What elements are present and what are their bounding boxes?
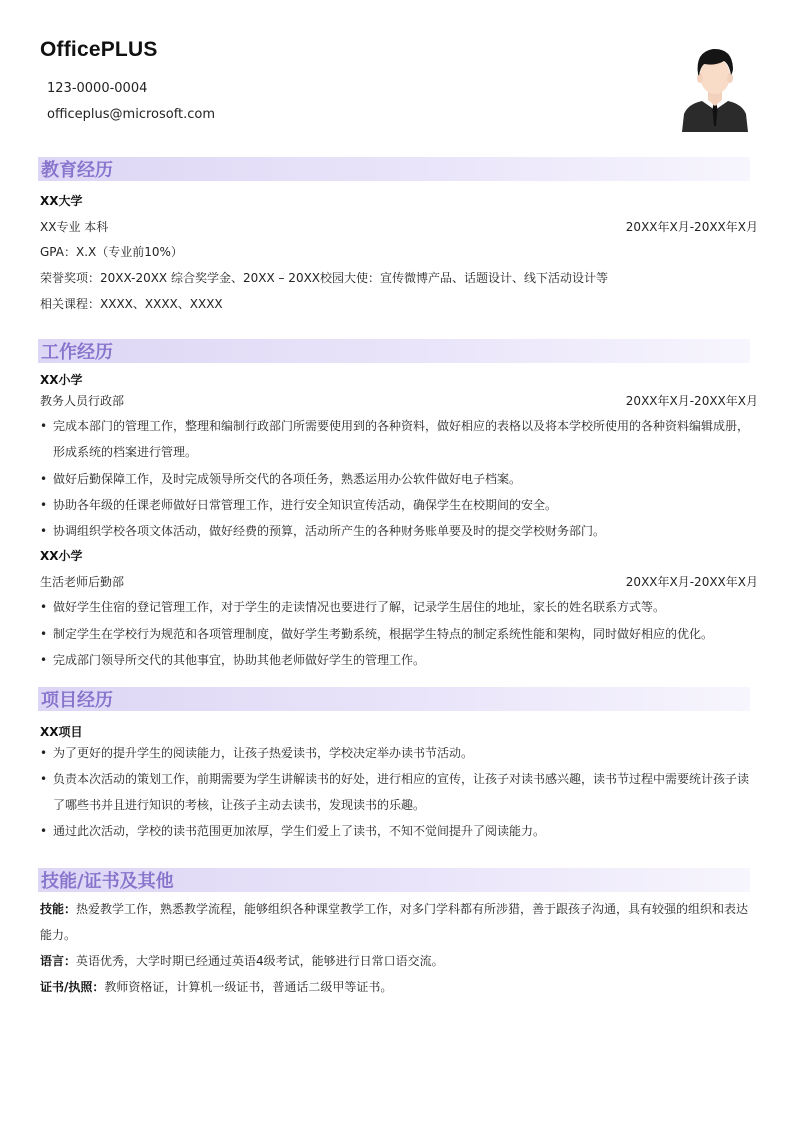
education-honors: 荣誉奖项：20XX-20XX 综合奖学金、20XX – 20XX校园大使：宣传微博产品、话题设计、线下活动设计等 [40,271,609,285]
education-school: XX大学 [40,194,83,208]
education-section-header [38,157,750,181]
language-label: 语言： [40,954,77,968]
project-name: XX项目 [40,725,83,739]
job-org: XX小学 [40,549,83,563]
language-item [40,948,758,974]
project-bullet-text: 为了更好的提升学生的阅读能力，让孩子热爱读书，学校决定举办读书节活动。 [53,746,474,760]
job-date: 20XX年X月-20XX年X月 [625,575,758,589]
projects-section-header [38,687,750,711]
job-bullet-text: 完成本部门的管理工作，整理和编制行政部门所需要使用到的各种资料，做好相应的表格以及将本学校所使用的各种资料编辑成册，形成系统的档案进行管理。 [53,419,750,459]
certificate-item [40,974,758,1000]
job-date: 20XX年X月-20XX年X月 [625,394,758,408]
skills-label: 技能： [40,902,77,916]
education-courses: 相关课程：XXXX、XXXX、XXXX [40,297,223,311]
phone-number: 123-0000-0004 [47,81,148,96]
job-org: XX小学 [40,373,83,387]
job-bullet: • 做好学生住宿的登记管理工作，对于学生的走读情况也要进行了解，记录学生居住的地址，家长的姓名联系方式等。 [40,594,758,620]
project-bullet: • 负责本次活动的策划工作，前期需要为学生讲解读书的好处，进行相应的宣传，让孩子对读书感兴趣，读书节过程中需要统计孩子读了哪些书并且进行知识的考核，让孩子主动去读书，发现读书的乐趣。 [40,766,758,818]
job-bullet-text: 完成部门领导所交代的其他事宜，协助其他老师做好学生的管理工作。 [53,653,426,667]
skills-item [40,896,758,948]
work-title: 工作经历 [41,342,113,363]
job-role: 生活老师后勤部 [40,575,125,589]
education-title: 教育经历 [41,160,113,181]
language-text: 英语优秀，大学时期已经通过英语4级考试，能够进行日常口语交流。 [76,954,444,968]
projects-title: 项目经历 [41,690,113,711]
email-address: officeplus@microsoft.com [47,107,216,122]
skills-text: 热爱教学工作，熟悉教学流程，能够组织各种课堂教学工作，对多门学科都有所涉猎，善于跟孩子沟通，具有较强的组织和表达能力。 [40,902,749,942]
job-bullet: • 协助各年级的任课老师做好日常管理工作，进行安全知识宣传活动，确保学生在校期间的安全。 [40,492,758,518]
education-gpa: GPA：X.X（专业前10%） [40,245,183,259]
job-bullet: • 完成本部门的管理工作，整理和编制行政部门所需要使用到的各种资料，做好相应的表格以及将本学校所使用的各种资料编辑成册，形成系统的档案进行管理。 [40,413,758,465]
job-bullet: • 做好后勤保障工作，及时完成领导所交代的各项任务，熟悉运用办公软件做好电子档案。 [40,466,758,492]
project-bullet-text: 负责本次活动的策划工作，前期需要为学生讲解读书的好处，进行相应的宣传，让孩子对读书感兴趣，读书节过程中需要统计孩子读了哪些书并且进行知识的考核，让孩子主动去读书，发现读书的乐趣。 [53,772,750,812]
job-bullet-text: 协调组织学校各项文体活动，做好经费的预算，活动所产生的各种财务账单要及时的提交学校财务部门。 [53,524,606,538]
job-bullet: • 协调组织学校各项文体活动，做好经费的预算，活动所产生的各种财务账单要及时的提交学校财务部门。 [40,518,758,544]
job-bullet: • 完成部门领导所交代的其他事宜，协助其他老师做好学生的管理工作。 [40,647,758,673]
certificate-text: 教师资格证，计算机一级证书，普通话二级甲等证书。 [104,980,393,994]
job-role: 教务人员行政部 [40,394,125,408]
education-major: XX专业 本科 [40,220,109,234]
candidate-name: OfficePLUS [40,38,158,61]
education-date: 20XX年X月-20XX年X月 [625,220,758,234]
project-bullet: • 为了更好的提升学生的阅读能力，让孩子热爱读书，学校决定举办读书节活动。 [40,740,758,766]
job-bullet-text: 协助各年级的任课老师做好日常管理工作，进行安全知识宣传活动，确保学生在校期间的安全。 [53,498,558,512]
job-bullet: • 制定学生在学校行为规范和各项管理制度，做好学生考勤系统，根据学生特点的制定系统性能和架构，同时做好相应的优化。 [40,621,758,647]
skills-section-header [38,868,750,892]
job-bullet-text: 做好学生住宿的登记管理工作，对于学生的走读情况也要进行了解，记录学生居住的地址，家长的姓名联系方式等。 [53,600,666,614]
avatar-photo [680,40,750,132]
certificate-label: 证书/执照： [40,980,105,994]
project-bullet: • 通过此次活动，学校的读书范围更加浓厚，学生们爱上了读书，不知不觉间提升了阅读能力。 [40,818,758,844]
job-bullet-text: 做好后勤保障工作，及时完成领导所交代的各项任务，熟悉运用办公软件做好电子档案。 [53,472,522,486]
job-bullet-text: 制定学生在学校行为规范和各项管理制度，做好学生考勤系统，根据学生特点的制定系统性能和架构，同时做好相应的优化。 [53,627,714,641]
work-section-header [38,339,750,363]
skills-title: 技能/证书及其他 [41,871,174,892]
project-bullet-text: 通过此次活动，学校的读书范围更加浓厚，学生们爱上了读书，不知不觉间提升了阅读能力。 [53,824,546,838]
